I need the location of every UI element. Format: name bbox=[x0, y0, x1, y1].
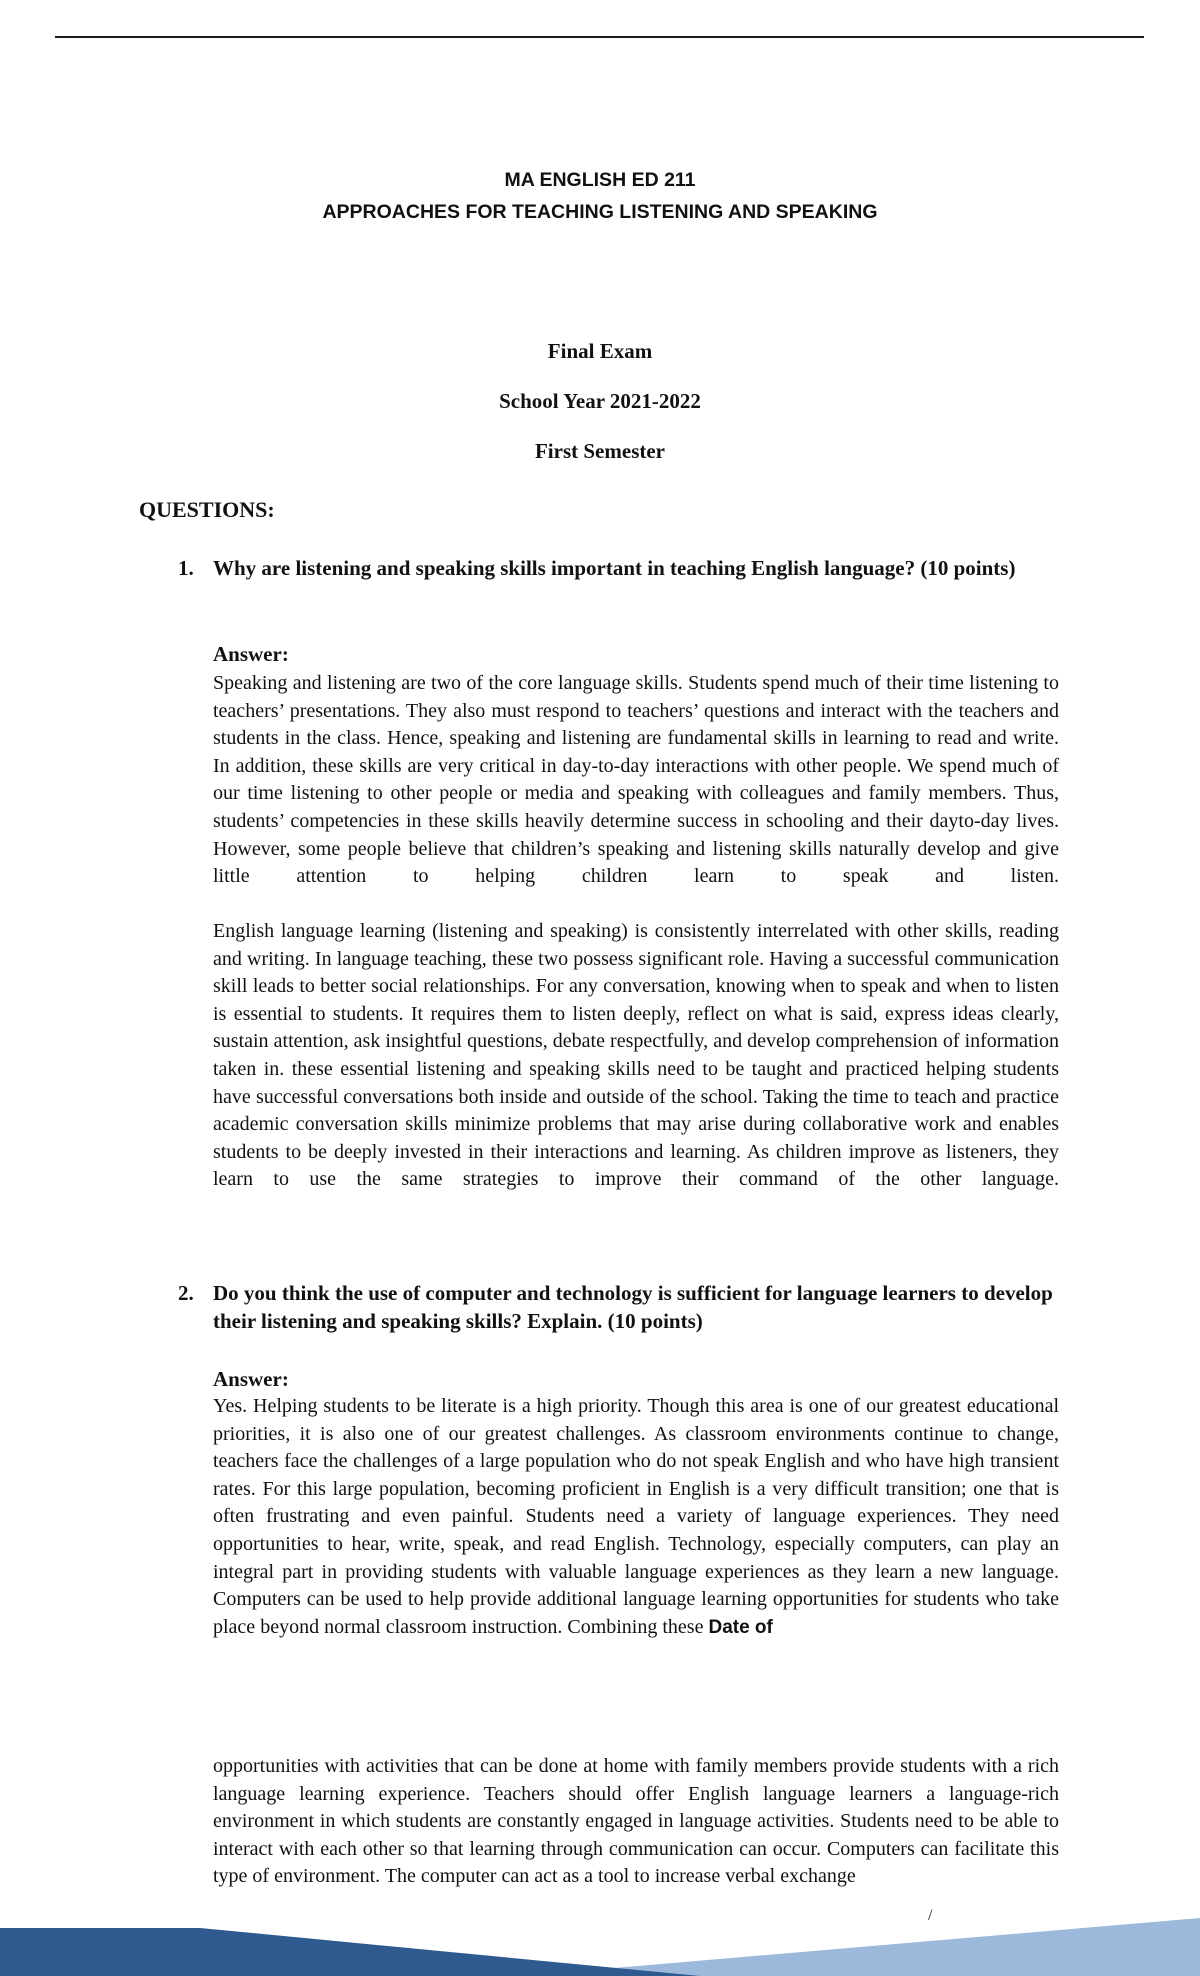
school-year: School Year 2021-2022 bbox=[499, 389, 701, 413]
question-number: 2. bbox=[178, 1281, 194, 1305]
answer-label: Answer: bbox=[213, 1367, 289, 1391]
top-rule bbox=[55, 36, 1144, 38]
date-of-label: Date of bbox=[708, 1616, 773, 1638]
answer-text: Yes. Helping students to be literate is a high priority. Though this area is one of our greatest educational priorities, it is also one of our greatest challenges. As classroom environments continue to change, teachers face the challenges of a large population who do not speak English and who have high transient rates. For this large population, becoming proficient in English is a very difficult transition; one that is often frustrating and even painful. Students need a variety of language experiences. They need opportunities to hear, write, speak, and read English. Technology, especially computers, can play an integral part in providing students with valuable language experiences as they learn a new language. Computers can be used to help provide additional language learning opportunities for students who take place beyond normal classroom instruction. Combining these bbox=[213, 1395, 1059, 1638]
course-title: APPROACHES FOR TEACHING LISTENING AND SPEAKING bbox=[322, 201, 878, 223]
question-text: Why are listening and speaking skills important in teaching English language? (10 points) bbox=[213, 556, 1016, 580]
question-2 bbox=[178, 1279, 1058, 1335]
answer-paragraph: opportunities with activities that can be done at home with family members provide students with a rich language learning experience. Teachers should offer English language learners a language-rich environment in which students are constantly engaged in language activities. Students need to be able to interact with each other so that learning through communication can occur. Computers can facilitate this type of environment. The computer can act as a tool to increase verbal exchange bbox=[213, 1755, 1059, 1888]
answer-paragraph: Speaking and listening are two of the core language skills. Students spend much of their time listening to teachers’ presentations. They also must respond to teachers’ questions and interact with the teachers and students in the class. Hence, speaking and listening are fundamental skills in learning to read and write. In addition, these skills are very critical in day-to-day interactions with other people. We spend much of our time listening to other people or media and speaking with colleagues and family members. Thus, students’ competencies in these skills heavily determine success in schooling and their dayto-day lives. However, some people believe that children’s speaking and listening skills naturally develop and give little attention to helping children learn to speak and listen. bbox=[213, 672, 1059, 888]
footer-band-dark bbox=[0, 1928, 700, 1976]
question-text: Do you think the use of computer and technology is sufficient for language learners to develop their listening and speaking skills? Explain. (10 points) bbox=[213, 1281, 1053, 1333]
answer-label: Answer: bbox=[213, 642, 289, 666]
course-header bbox=[0, 164, 1200, 228]
question-1 bbox=[178, 554, 1058, 582]
question-number: 1. bbox=[178, 556, 194, 580]
answer-paragraph bbox=[213, 1393, 1059, 1641]
semester: First Semester bbox=[534, 439, 666, 463]
exam-title: Final Exam bbox=[547, 339, 653, 363]
footer-slash: / bbox=[928, 1907, 933, 1924]
exam-info bbox=[0, 336, 1200, 486]
questions-heading: QUESTIONS: bbox=[139, 497, 275, 522]
footer-band bbox=[0, 1900, 1200, 1976]
answer-paragraph: English language learning (listening and speaking) is consistently interrelated with other skills, reading and writing. In language teaching, these two possess significant role. Having a successful communication skill leads to better social relationships. For any conversation, knowing when to speak and when to listen is essential to students. It requires them to listen deeply, reflect on what is said, express ideas clearly, sustain attention, ask insightful questions, debate respectfully, and develop comprehension of information taken in. these essential listening and speaking skills need to be taught and practiced helping students have successful conversations both inside and outside of the school. Taking the time to teach and practice academic conversation skills minimize problems that may arise during collaborative work and enables students to be deeply invested in their interactions and learning. As children improve as listeners, they learn to use the same strategies to improve their command of the other language. bbox=[213, 920, 1059, 1191]
course-code: MA ENGLISH ED 211 bbox=[504, 169, 696, 191]
